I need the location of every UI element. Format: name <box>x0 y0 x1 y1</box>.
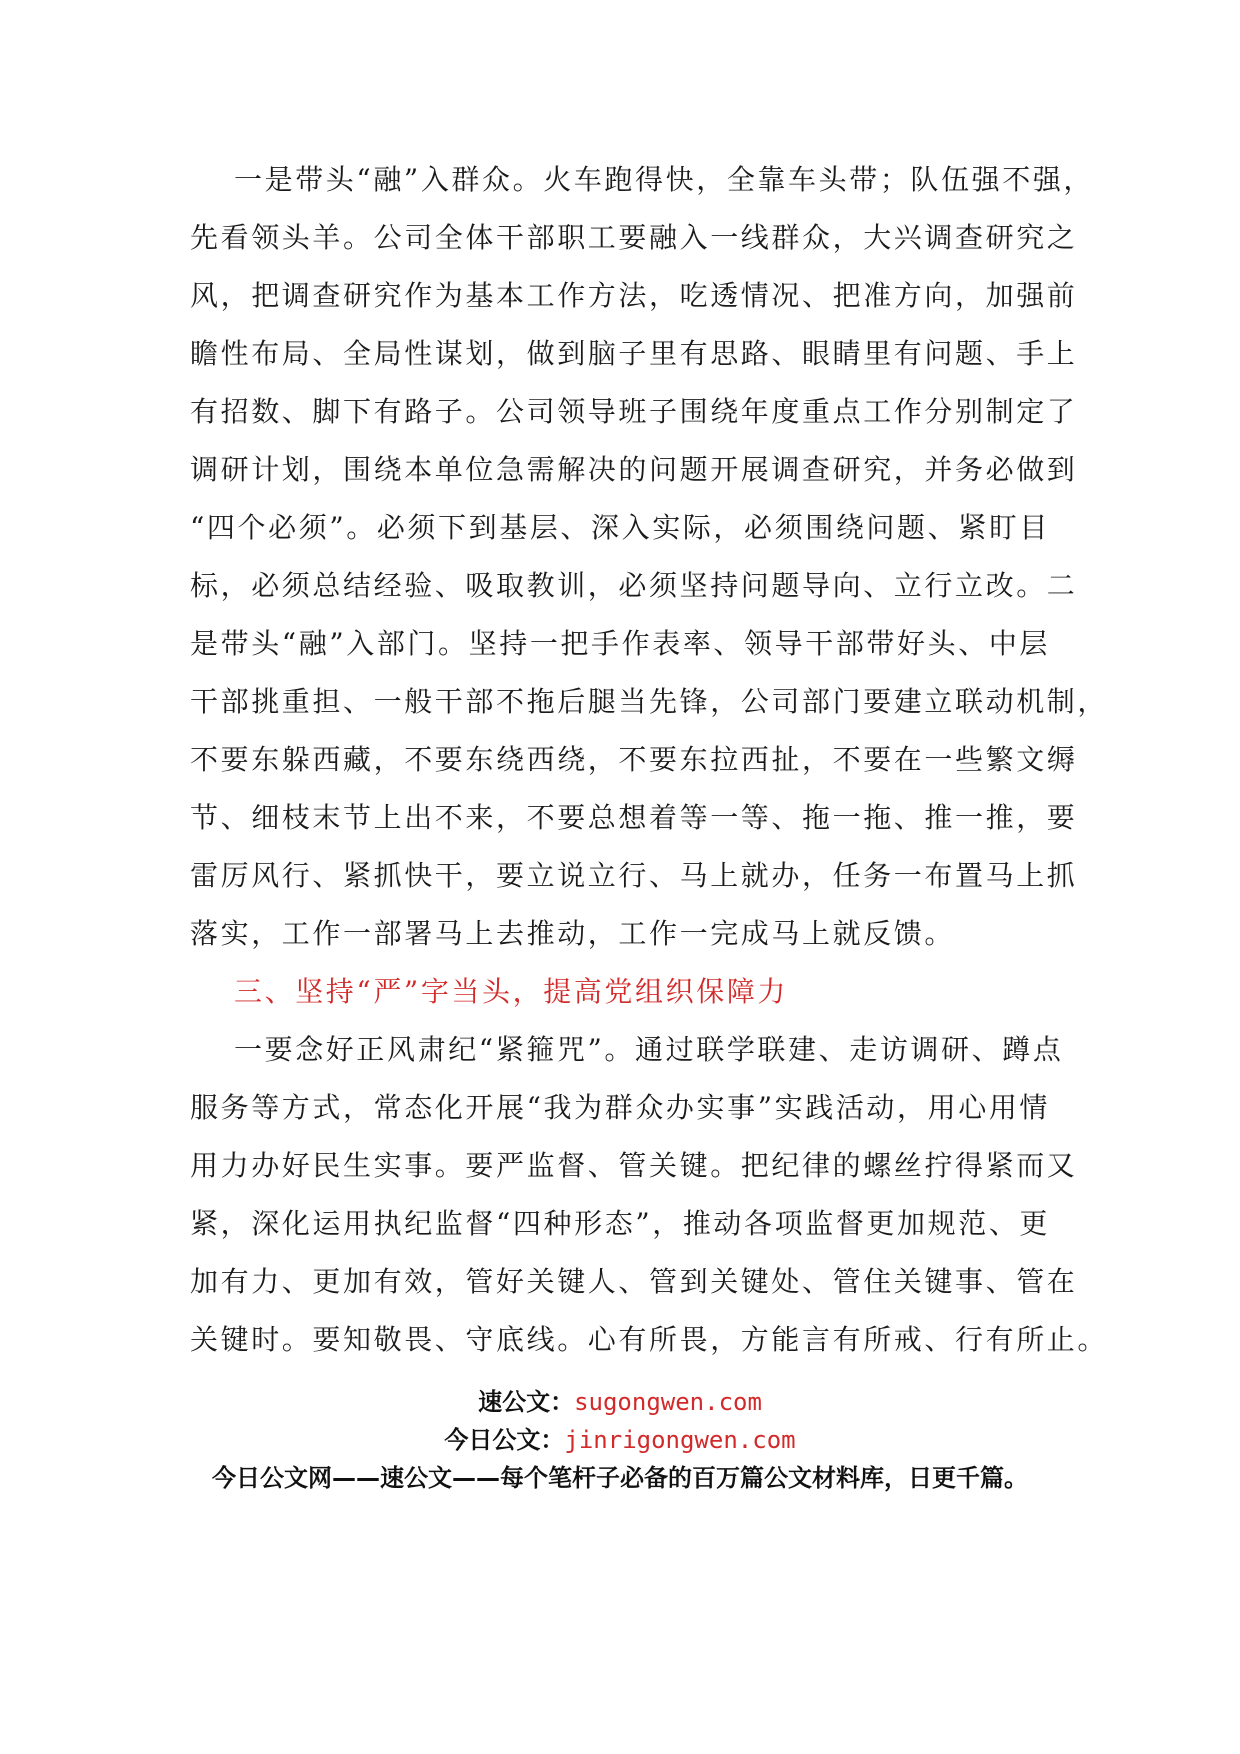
body-line: “四个必须”。必须下到基层、深入实际，必须围绕问题、紧盯目 <box>190 511 1051 544</box>
footer-line-1 <box>0 1382 1240 1417</box>
body-line: 风，把调查研究作为基本工作方法，吃透情况、把准方向，加强前 <box>190 279 1078 312</box>
body-line: 先看领头羊。公司全体干部职工要融入一线群众，大兴调查研究之 <box>190 221 1078 254</box>
footer-line-2 <box>0 1420 1240 1455</box>
footer-link-jinrigongwen[interactable]: jinrigongwen.com <box>564 1426 796 1454</box>
body-line: 瞻性布局、全局性谋划，做到脑子里有思路、眼睛里有问题、手上 <box>190 337 1078 370</box>
body-line: 不要东躲西藏，不要东绕西绕，不要东拉西扯，不要在一些繁文缛 <box>190 743 1078 776</box>
section-line: 加有力、更加有效，管好关键人、管到关键处、管住关键事、管在 <box>190 1265 1078 1298</box>
body-line: 有招数、脚下有路子。公司领导班子围绕年度重点工作分别制定了 <box>190 395 1078 428</box>
body-line: 干部挑重担、一般干部不拖后腿当先锋，公司部门要建立联动机制， <box>190 685 1109 718</box>
body-line: 雷厉风行、紧抓快干，要立说立行、马上就办，任务一布置马上抓 <box>190 859 1078 892</box>
body-line: 调研计划，围绕本单位急需解决的问题开展调查研究，并务必做到 <box>190 453 1078 486</box>
section-line: 用力办好民生实事。要严监督、管关键。把纪律的螺丝拧得紧而又 <box>190 1149 1078 1182</box>
section-heading: 三、坚持“严”字当头，提高党组织保障力 <box>234 975 789 1008</box>
footer-label-jinrigongwen: 今日公文： <box>444 1426 565 1454</box>
body-line: 是带头“融”入部门。坚持一把手作表率、领导干部带好头、中层 <box>190 627 1051 660</box>
body-line: 一是带头“融”入群众。火车跑得快，全靠车头带；队伍强不强， <box>234 163 1095 196</box>
footer-label-sugongwen: 速公文： <box>478 1388 575 1416</box>
body-line: 标，必须总结经验、吸取教训，必须坚持问题导向、立行立改。二 <box>190 569 1078 602</box>
body-line: 落实，工作一部署马上去推动，工作一完成马上就反馈。 <box>190 917 956 950</box>
section-line: 服务等方式，常态化开展“我为群众办实事”实践活动，用心用情 <box>190 1091 1051 1124</box>
section-line: 一要念好正风肃纪“紧箍咒”。通过联学联建、走访调研、蹲点 <box>234 1033 1064 1066</box>
footer-slogan: 今日公文网——速公文——每个笔杆子必备的百万篇公文材料库，日更千篇。 <box>212 1464 1028 1492</box>
section-line: 紧，深化运用执纪监督“四种形态”，推动各项监督更加规范、更 <box>190 1207 1051 1240</box>
body-line: 节、细枝末节上出不来，不要总想着等一等、拖一拖、推一推，要 <box>190 801 1078 834</box>
section-line: 关键时。要知敬畏、守底线。心有所畏，方能言有所戒、行有所止。 <box>190 1323 1109 1356</box>
footer-link-sugongwen[interactable]: sugongwen.com <box>574 1388 762 1416</box>
